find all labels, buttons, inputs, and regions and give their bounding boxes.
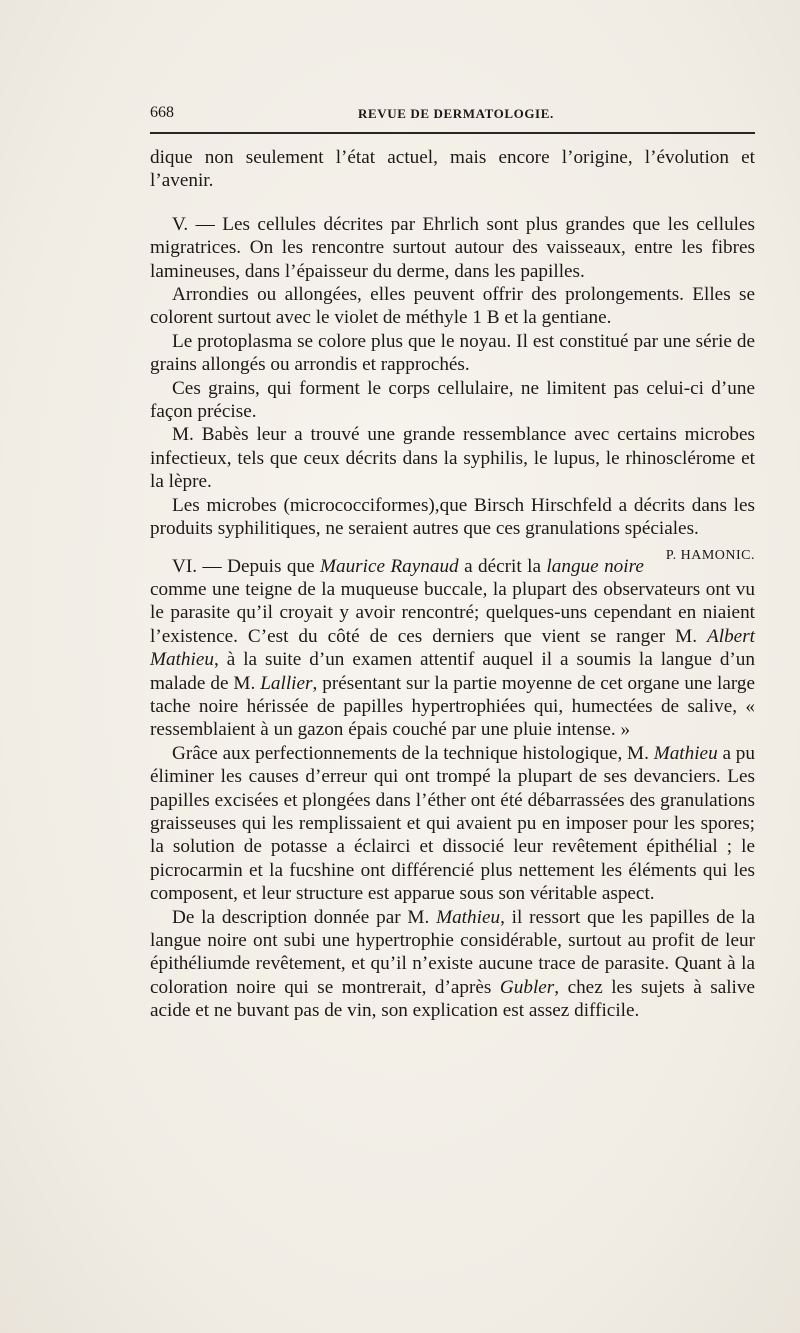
paragraph-continuation: dique non seulement l’état actuel, mais encore l’origine, l’évolution et l’avenir. — [150, 147, 755, 192]
paragraph-with-signature — [150, 494, 755, 563]
author-name: Mathieu — [653, 742, 718, 764]
text-run: , chez les sujets à salive acide et ne buvant pas de vin, son explication est assez difficile. — [150, 976, 755, 1022]
author-name: Mathieu — [436, 906, 501, 928]
text-run: , il ressort que les papilles de la langue noire ont subi une hypertrophie considérable, surtout au profit de leur épithéliumde revêtement, et qu’il n’existe aucune trace de parasite. Quant à la coloration noire qui se montrerait, d’après — [150, 906, 755, 998]
author-name: Maurice Raynaud — [320, 555, 459, 577]
author-name: Albert Mathieu — [150, 625, 755, 671]
paragraph: M. Babès leur a trouvé une grande ressemblance avec certains microbes infectieux, tels que ceux décrits dans la syphilis, le lupus, le rhinosclérome et la lèpre. — [150, 424, 755, 493]
paragraph-section-vi — [150, 555, 755, 742]
text-run: , à la suite d’un examen attentif auquel il a soumis la langue d’un malade de M. — [150, 649, 755, 694]
author-name: Lallier — [260, 672, 313, 694]
text-run: comme une teigne de la muqueuse buccale, la plupart des observateurs ont vu le parasite qu’il croyait y avoir rencontré; quelques-uns cependant en niaient l’existence. C’est du côté de ces derniers que vient se ranger M. — [150, 578, 755, 647]
text-run: a pu éliminer les causes d’erreur qui ont trompé la plupart de ses devanciers. Les papilles excisées et plongées dans l’éther ont été débarrassées des granulations graisseuses qui les remplissaient et qui avaient pu en imposer pour les spores; la solution de potasse a éclairci et dissocié leur revêtement épithélial ; le picrocarmin et la fucshine ont différencié plus nettement les éléments qui les composent, et leur structure est apparue sous son véritable aspect. — [150, 742, 755, 905]
paragraph-section-v: V. — Les cellules décrites par Ehrlich sont plus grandes que les cellules migratrices. On les rencontre surtout autour des vaisseaux, entre les fibres lamineuses, dans l’épaisseur du derme, dans les papilles. — [150, 213, 755, 282]
author-signature: P. HAMONIC. — [665, 547, 755, 563]
paragraph: Ces grains, qui forment le corps cellulaire, ne limitent pas celui-ci d’une façon précise. — [150, 377, 755, 423]
paragraph: Le protoplasma se colore plus que le noyau. Il est constitué par une série de grains allongés ou arrondis et rapprochés. — [150, 330, 755, 376]
paragraph — [150, 742, 755, 906]
paragraph: Arrondies ou allongées, elles peuvent offrir des prolongements. Elles se colorent surtout avec le violet de méthyle 1 B et la gentiane. — [150, 284, 755, 329]
text-run: , présentant sur la partie moyenne de cet organe une large tache noire hérissée de papilles hypertrophiées qui, humectées de salive, « ressemblaient à un gazon épais couché par une pluie intense. » — [150, 672, 755, 741]
paragraph — [150, 906, 755, 1023]
running-head: REVUE DE DERMATOLOGIE. — [358, 106, 554, 121]
page-header — [150, 104, 755, 124]
author-name: Gubler — [499, 976, 555, 998]
body-text — [150, 146, 755, 1023]
header-rule — [150, 132, 755, 134]
text-run: Grâce aux perfectionnements de la technique histologique, M. — [172, 742, 654, 764]
page-number: 668 — [150, 104, 174, 121]
text-run: De la description donnée par M. — [172, 906, 437, 928]
text-run: VI. — Depuis que — [172, 555, 321, 577]
emphasis-term: langue noire — [546, 555, 644, 577]
text-run: a décrit la — [458, 555, 547, 577]
paragraph-text: Les microbes (micrococciformes),que Birsch Hirschfeld a décrits dans les produits syphilitiques, ne seraient autres que ces granulations spéciales. — [150, 494, 755, 540]
